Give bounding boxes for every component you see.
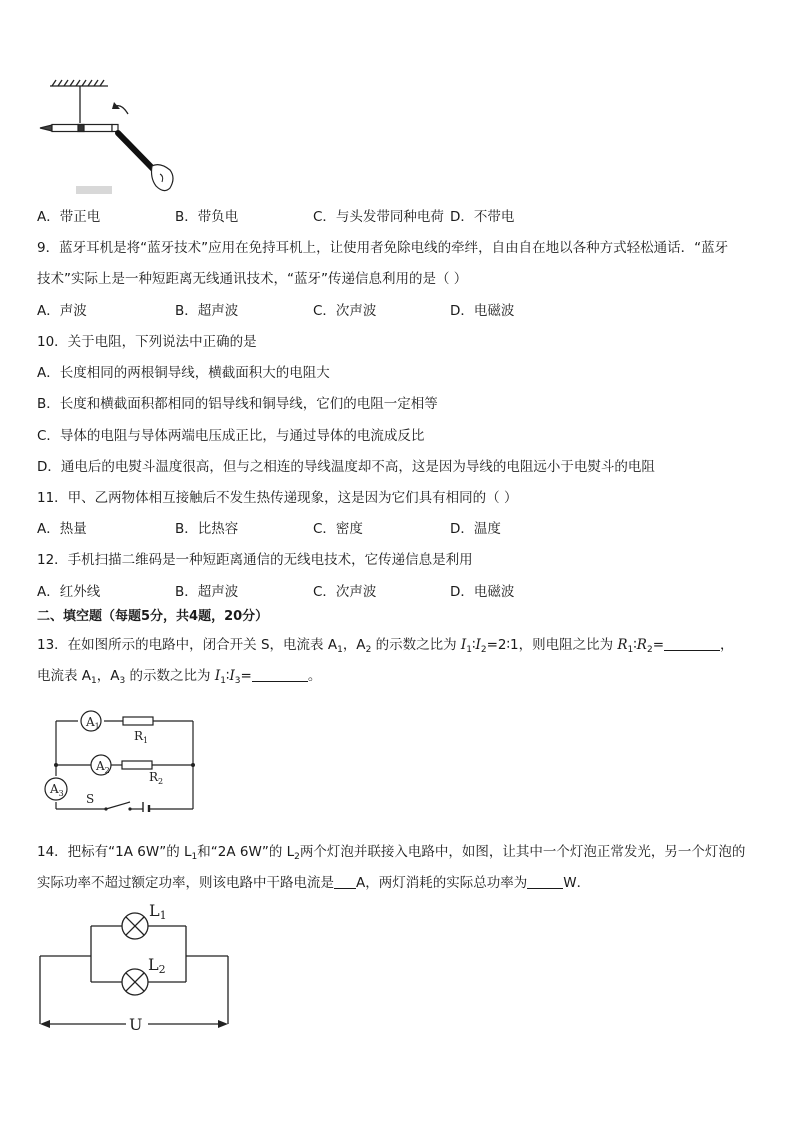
lamp-l2-label: L2 — [148, 955, 166, 976]
q14-stem-line1: 14．把标有“1A 6W”的 $L_1$和“2A 6W”的 $L_2$两个灯泡并联接入电路中，如图，让其中一个灯泡正常发光，另一个灯泡的 — [37, 844, 746, 862]
q10-stem: 10．关于电阻，下列说法中正确的是 — [37, 334, 257, 350]
q10-option-d: D．通电后的电熨斗温度很高，但与之相连的导线温度却不高，这是因为导线的电阻远小于电熨斗的电阻 — [37, 459, 655, 475]
q11-stem: 11．甲、乙两物体相互接触后不发生热传递现象，这是因为它们具有相同的（ ） — [37, 490, 518, 506]
resistor-r1-label: $R_1$ — [134, 729, 149, 745]
q8-option-c: C．与头发带同种电荷 — [313, 209, 444, 225]
hand-with-rod — [118, 133, 173, 191]
q9-stem-line1: 9．蓝牙耳机是将“蓝牙技术”应用在免持耳机上，让使用者免除电线的牵绊，自由自在地以各种方式轻松通话．“蓝牙 — [37, 240, 729, 256]
q8-option-a: A．带正电 — [37, 209, 101, 225]
q13-blank-1[interactable] — [664, 637, 720, 651]
q8-figure — [30, 78, 190, 196]
q8-option-d: D．不带电 — [450, 209, 515, 225]
q12-option-a: A．红外线 — [37, 584, 101, 600]
q14-blank-2[interactable] — [527, 875, 563, 889]
q9-stem-line2: 技术”实际上是一种短距离无线通讯技术，“蓝牙”传递信息利用的是（ ） — [37, 271, 468, 287]
q10-option-c: C．导体的电阻与导体两端电压成正比，与通过导体的电流成反比 — [37, 428, 425, 444]
q10-option-b: B．长度和横截面积都相同的铝导线和铜导线，它们的电阻一定相等 — [37, 396, 438, 412]
lamp-l1-label: L1 — [149, 902, 167, 922]
q11-option-d: D．温度 — [450, 521, 501, 537]
q13-stem-line1: 13．在如图所示的电路中，闭合开关 S，电流表 $A_1$，$A_2$ 的示数之比为 $I_1∶I_2=2∶1$，则电阻之比为 $R_1∶R_2=$ ， — [37, 637, 734, 655]
q14-circuit-diagram — [36, 902, 236, 1038]
q9-option-a: A．声波 — [37, 303, 87, 319]
ceiling-support — [50, 80, 108, 123]
q12-option-d: D．电磁波 — [450, 584, 515, 600]
voltage-u-label: U — [129, 1015, 143, 1034]
q10-option-a: A．长度相同的两根铜导线，横截面积大的电阻大 — [37, 365, 330, 381]
q9-option-c: C．次声波 — [313, 303, 377, 319]
section-2-title: 二、填空题（每题5分，共4题，20分） — [37, 609, 269, 624]
q11-option-b: B．比热容 — [175, 521, 239, 537]
q13-circuit-diagram — [38, 706, 198, 812]
q13-blank-2[interactable] — [252, 668, 308, 682]
straw — [40, 125, 118, 132]
q9-option-b: B．超声波 — [175, 303, 239, 319]
q14-blank-1[interactable] — [334, 875, 356, 889]
q11-option-a: A．热量 — [37, 521, 87, 537]
resistor-r2-label: $R_2$ — [149, 770, 164, 786]
q12-option-b: B．超声波 — [175, 584, 239, 600]
ammeter-a1-label: $A_1$ — [86, 715, 100, 731]
switch-s-label: S — [86, 792, 95, 806]
q9-option-d: D．电磁波 — [450, 303, 515, 319]
q12-stem: 12．手机扫描二维码是一种短距离通信的无线电技术，它传递信息是利用 — [37, 552, 473, 568]
q13-stem-line2: 电流表 $A_1$，$A_3$ 的示数之比为 $I_1∶I_3=$ 。 — [37, 668, 322, 686]
q14-stem-line2: 实际功率不超过额定功率，则该电路中干路电流是 A，两灯消耗的实际总功率为 W． — [37, 875, 591, 891]
q12-option-c: C．次声波 — [313, 584, 377, 600]
watermark-blur — [76, 186, 112, 194]
q11-option-c: C．密度 — [313, 521, 363, 537]
ammeter-a2-label: $A_2$ — [96, 759, 110, 775]
ammeter-a3-label: $A_3$ — [50, 782, 64, 798]
q8-option-b: B．带负电 — [175, 209, 239, 225]
